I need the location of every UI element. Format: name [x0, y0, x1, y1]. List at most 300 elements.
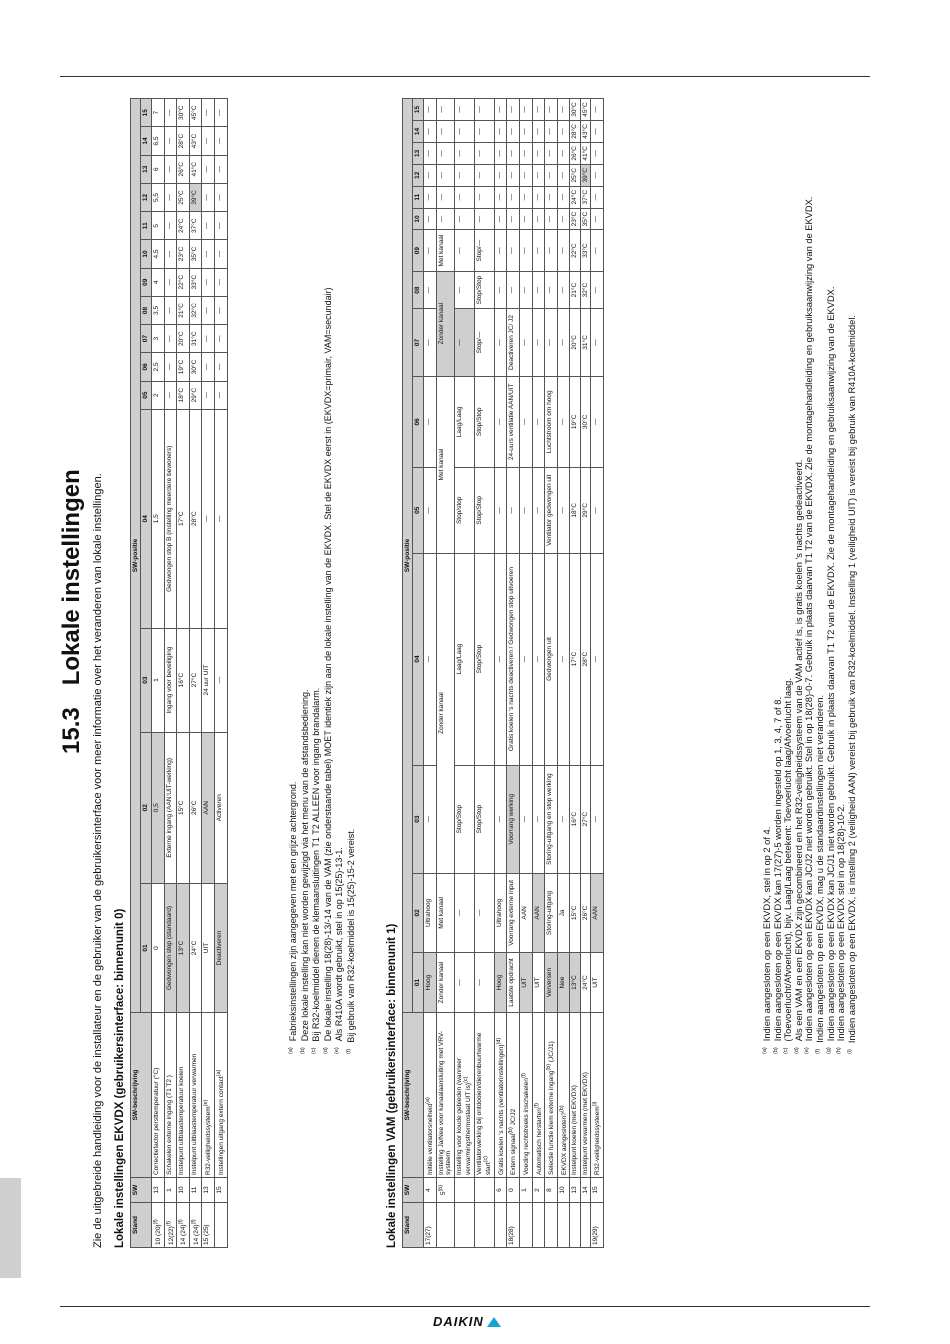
footnote-mark: (b) — [558, 1105, 565, 1113]
cell-value: — — [591, 186, 604, 208]
cell-sw: 13 — [570, 1178, 580, 1203]
footnote: $^{(f)}$Bij gebruik van R32-koelmiddel is 15(25)-15-2 vereist. — [346, 828, 356, 1054]
cell-value: — — [494, 309, 507, 376]
table-row — [423, 99, 436, 1248]
cell-value: Met kanaal — [436, 230, 454, 271]
cell-value: AAN — [202, 732, 215, 883]
cell-value: Voorrang werking — [507, 765, 520, 873]
cell-value: — — [423, 468, 436, 553]
position-header: 06 — [413, 376, 423, 468]
cell-sw: 1 — [164, 1178, 177, 1203]
cell-value: — — [494, 142, 507, 164]
cell-value: 24°C — [189, 884, 202, 1013]
position-header: 06 — [141, 353, 151, 381]
cell-stand — [545, 1203, 558, 1248]
cell-stand: 15 (25) — [202, 1203, 215, 1248]
footnote-mark: (f) — [815, 1048, 821, 1054]
position-header: 05 — [141, 381, 151, 409]
cell-value: UIT — [591, 953, 604, 1013]
cell-stand: 14 $(24)^{(f)}$ — [189, 1203, 202, 1248]
cell-value: Nee — [557, 953, 570, 1013]
cell-value: — — [215, 353, 228, 381]
cell-value: — — [519, 271, 532, 309]
cell-value: — — [557, 208, 570, 230]
cell-value: 19°C — [177, 353, 190, 381]
cell-value: — — [519, 765, 532, 873]
cell-value: 2 — [151, 381, 164, 409]
cell-value: — — [532, 99, 545, 121]
cell-value: Zonder kanaal — [436, 553, 454, 873]
col-stand: Stand — [403, 1203, 424, 1248]
cell-value: — — [545, 142, 558, 164]
footnote: $^{(c)}$(Toevoerlucht/Afvoerlucht), bijv. Laag/Laag betekent: Toevoerlucht laag/Afvoerlucht laag. — [783, 678, 794, 1054]
cell-value: — — [202, 268, 215, 296]
cell-value: Stop/Stop — [474, 376, 494, 468]
cell-value: — — [532, 553, 545, 765]
cell-value: — — [164, 381, 177, 409]
cell-value: 30°C — [580, 376, 590, 468]
cell-value: — — [454, 271, 474, 309]
cell-value: Laag/Laag — [454, 376, 474, 468]
table-row — [494, 99, 507, 1248]
cell-value: — — [215, 268, 228, 296]
cell-value: — — [532, 164, 545, 186]
cell-value: — — [454, 873, 474, 952]
cell-value: — — [215, 240, 228, 268]
cell-desc: Instelpunt koelen (met EKVDX) — [570, 1013, 580, 1178]
footnote-mark: (a) — [288, 1047, 294, 1054]
position-header: 11 — [141, 212, 151, 240]
cell-value: 32°C — [189, 296, 202, 324]
footnote-mark: (f) — [178, 1219, 185, 1225]
cell-value: Zonder kanaal — [436, 271, 454, 376]
cell-value: Laatste opdracht — [507, 953, 520, 1013]
cell-value: — — [474, 121, 494, 143]
cell-value: — — [454, 953, 474, 1013]
cell-value: Stop/Stop — [474, 271, 494, 309]
col-sw-position: SW-positie — [131, 99, 141, 1013]
cell-value: — — [591, 271, 604, 309]
cell-value: — — [202, 296, 215, 324]
cell-value: — — [591, 164, 604, 186]
cell-value: — — [557, 271, 570, 309]
cell-desc: Ventilatorwerking bij ontdooien/dierenbuurtwarme start$^{(c)}$ — [474, 1013, 494, 1178]
position-header: 13 — [141, 155, 151, 183]
cell-desc: Initiële ventilatorsnelheid$^{(a)}$ — [423, 1013, 436, 1178]
cell-value: — — [164, 240, 177, 268]
cell-value: — — [423, 121, 436, 143]
cell-value: — — [454, 309, 474, 376]
cell-stand — [580, 1203, 590, 1248]
cell-value: Ventilator gedwongen uit — [545, 468, 558, 553]
cell-value: 31°C — [189, 325, 202, 353]
cell-value: — — [545, 309, 558, 376]
cell-value: Zonder kanaal — [436, 953, 454, 1013]
cell-desc: Schakelen externe ingang (T1 T2 ) — [164, 1013, 177, 1178]
cell-value: 3,5 — [151, 296, 164, 324]
cell-value: — — [532, 208, 545, 230]
cell-value: Hoog — [494, 953, 507, 1013]
cell-value: 1,5 — [151, 409, 164, 628]
cell-value: 30°C — [177, 99, 190, 127]
cell-value: 37°C — [189, 212, 202, 240]
cell-value: — — [494, 271, 507, 309]
cell-value: — — [215, 325, 228, 353]
footnote: $^{(f)}$Indien aangesloten op een EKVDX, mag u de standaardinstellingen niet veranderen. — [815, 694, 826, 1054]
cell-value: 18°C — [177, 381, 190, 409]
col-desc: SW-beschrijving — [403, 1013, 424, 1178]
cell-value: 39°C — [580, 164, 590, 186]
cell-value: — — [591, 99, 604, 121]
position-header: 07 — [413, 309, 423, 376]
cell-value: 6,5 — [151, 127, 164, 155]
cell-value: — — [591, 121, 604, 143]
cell-value: — — [591, 142, 604, 164]
cell-value: — — [545, 164, 558, 186]
cell-value: — — [202, 381, 215, 409]
cell-value: — — [532, 309, 545, 376]
position-header: 04 — [413, 553, 423, 765]
cell-value: — — [519, 121, 532, 143]
cell-value: 45°C — [189, 99, 202, 127]
cell-value: — — [545, 271, 558, 309]
cell-value: 24 uur UIT — [202, 628, 215, 732]
cell-value: — — [507, 142, 520, 164]
cell-value: 25°C — [177, 183, 190, 211]
position-header: 10 — [413, 208, 423, 230]
cell-value: — — [423, 765, 436, 873]
cell-value: — — [519, 376, 532, 468]
cell-value: 0 — [151, 884, 164, 1013]
cell-value: 16°C — [570, 765, 580, 873]
cell-value: — — [164, 296, 177, 324]
cell-value: — — [545, 230, 558, 271]
footnote-mark: (b) — [299, 1047, 306, 1054]
cell-value: — — [202, 409, 215, 628]
cell-value: 33°C — [189, 268, 202, 296]
footnote: $^{(b)}$Indien aangesloten op een EKVDX kan 17(27)-5 worden ingesteld op 1, 3, 4, 7 of 8. — [772, 697, 783, 1054]
cell-sw: 0 — [507, 1178, 520, 1203]
cell-value: — — [215, 381, 228, 409]
position-header: 01 — [413, 953, 423, 1013]
cell-value: 13°C — [177, 884, 190, 1013]
table-row — [570, 99, 580, 1248]
section-title: 15.3Lokale instellingen — [58, 469, 85, 754]
cell-value: — — [519, 186, 532, 208]
cell-value: — — [215, 127, 228, 155]
cell-value: 6 — [151, 155, 164, 183]
cell-value: 30°C — [189, 353, 202, 381]
cell-desc: Instelpunt uitblaastemperatuur verwarmen — [189, 1013, 202, 1178]
footnote-mark: (b) — [546, 1063, 553, 1071]
cell-value: Met kanaal — [436, 873, 454, 952]
cell-sw: 5$^{(b)}$ — [436, 1178, 454, 1203]
cell-stand: 18(28) — [507, 1203, 520, 1248]
cell-value: 24°C — [580, 953, 590, 1013]
col-sw: SW — [131, 1178, 152, 1203]
cell-value: — — [519, 99, 532, 121]
cell-sw: 15 — [591, 1178, 604, 1203]
cell-value: 39°C — [189, 183, 202, 211]
cell-value: — — [557, 142, 570, 164]
cell-value: — — [494, 186, 507, 208]
cell-value: — — [202, 240, 215, 268]
footnote: $^{(e)}$Als R410A wordt gebruikt, stel in op 15(25)-13-1. — [334, 847, 345, 1054]
cell-value: 24°C — [570, 186, 580, 208]
cell-value: — — [507, 186, 520, 208]
cell-value: 26°C — [189, 732, 202, 883]
footnote-mark: (f) — [190, 1219, 197, 1225]
col-sw: SW — [403, 1178, 424, 1203]
cell-value: — — [215, 409, 228, 628]
cell-value: 26°C — [580, 873, 590, 952]
cell-value: 21°C — [570, 271, 580, 309]
cell-value: — — [454, 186, 474, 208]
position-header: 03 — [141, 628, 151, 732]
cell-value: — — [423, 230, 436, 271]
cell-value: — — [494, 208, 507, 230]
cell-value: — — [519, 230, 532, 271]
cell-value: Gedwongen stop B (instelling meerdere bewoners) — [164, 409, 177, 628]
footnote-mark: (f) — [533, 1103, 540, 1109]
cell-desc: Selectie functie klem externe ingang$^{(b)}$ (JC/J1) — [545, 1013, 558, 1178]
cell-value: Stop/Stop — [474, 765, 494, 873]
table-row — [580, 99, 590, 1248]
cell-value: — — [507, 99, 520, 121]
cell-value: Ja — [557, 873, 570, 952]
table-row — [202, 99, 215, 1248]
footnote-mark: (e) — [334, 1047, 341, 1054]
cell-value: — — [454, 164, 474, 186]
cell-value: — — [532, 376, 545, 468]
cell-value: AAN — [532, 873, 545, 952]
cell-desc: EKVDX aangesloten?$^{(b)}$ — [557, 1013, 570, 1178]
cell-value: — — [423, 553, 436, 765]
position-header: 01 — [141, 884, 151, 1013]
position-header: 12 — [413, 164, 423, 186]
cell-value: 22°C — [570, 230, 580, 271]
cell-sw — [454, 1178, 474, 1203]
footnote-mark: (d) — [322, 1047, 329, 1054]
cell-value: — — [474, 186, 494, 208]
cell-value: — — [474, 208, 494, 230]
cell-value: — — [519, 142, 532, 164]
cell-value: Hoog — [423, 953, 436, 1013]
cell-value: — — [507, 271, 520, 309]
table2-title: Lokale instellingen VAM (gebruikersinterface: binnenunit 1) — [386, 923, 398, 1248]
cell-value: 21°C — [177, 296, 190, 324]
cell-sw: 8 — [545, 1178, 558, 1203]
cell-value: 23°C — [177, 240, 190, 268]
intro-text: Zie de uitgebreide handleiding voor de installateur en de gebruiker van de gebruikersinterface voor meer informatie over het veranderen van lokale instellingen. — [92, 473, 104, 1248]
cell-value: — — [557, 309, 570, 376]
table1-title: Lokale instellingen EKVDX (gebruikersinterface: binnenunit 0) — [114, 908, 126, 1248]
cell-value: 28°C — [580, 553, 590, 765]
position-header: 10 — [141, 240, 151, 268]
cell-value: Stop/Stop — [474, 468, 494, 553]
cell-value: — — [591, 553, 604, 765]
cell-value: Laag/Laag — [454, 553, 474, 765]
cell-stand: $12(22)^{(f)}$ — [164, 1203, 177, 1248]
cell-value: — — [454, 121, 474, 143]
cell-value: — — [545, 121, 558, 143]
cell-value: — — [474, 99, 494, 121]
cell-value: 35°C — [580, 208, 590, 230]
cell-stand — [570, 1203, 580, 1248]
cell-value: 29°C — [580, 468, 590, 553]
cell-value: 2,5 — [151, 353, 164, 381]
position-header: 02 — [141, 732, 151, 883]
cell-value: — — [532, 230, 545, 271]
position-header: 04 — [141, 409, 151, 628]
cell-stand — [215, 1203, 228, 1248]
footnote-mark: (f) — [520, 1073, 527, 1079]
cell-value: — — [423, 164, 436, 186]
footnote: $^{(c)}$Bij R32-koelmiddel dienen de klemaansluitingen T1 T2 ALLEEN voor ingang brandalarm. — [311, 687, 322, 1054]
cell-desc: Automatisch herstarten$^{(f)}$ — [532, 1013, 545, 1178]
cell-stand: 10 $(20)^{(f)}$ — [151, 1203, 164, 1248]
cell-value: Storing-uitgang — [545, 873, 558, 952]
cell-value: 41°C — [189, 155, 202, 183]
table-row — [177, 99, 190, 1248]
cell-sw: 15 — [215, 1178, 228, 1203]
cell-value: Verversen — [545, 953, 558, 1013]
cell-value: 13°C — [570, 953, 580, 1013]
cell-value: 17°C — [177, 409, 190, 628]
cell-value: — — [507, 208, 520, 230]
cell-value: — — [519, 164, 532, 186]
footnote-mark: (a) — [216, 1069, 223, 1077]
cell-value: — — [591, 765, 604, 873]
cell-value: 4 — [151, 268, 164, 296]
table-row — [164, 99, 177, 1248]
cell-stand — [436, 1203, 454, 1248]
table-row — [189, 99, 202, 1248]
footnote-mark: (f) — [165, 1221, 172, 1227]
cell-value: — — [494, 376, 507, 468]
cell-value: 26°C — [570, 142, 580, 164]
cell-value: 4,5 — [151, 240, 164, 268]
cell-value: — — [164, 99, 177, 127]
cell-value: 23°C — [570, 208, 580, 230]
cell-value: 15°C — [570, 873, 580, 952]
cell-value: — — [494, 553, 507, 765]
cell-desc: Instelling Ja/Nee voor kanaalaansluiting met VRV-systeem — [436, 1013, 454, 1178]
cell-value: — — [164, 212, 177, 240]
cell-desc: Voeding rechtstreeks inschakelen$^{(f)}$ — [519, 1013, 532, 1178]
cell-value: — — [557, 186, 570, 208]
cell-sw — [474, 1178, 494, 1203]
cell-value: — — [474, 953, 494, 1013]
cell-value: Stop/stop — [454, 468, 474, 553]
cell-sw: 1 — [519, 1178, 532, 1203]
cell-value: 19°C — [570, 376, 580, 468]
col-sw-position: SW-positie — [403, 99, 413, 1013]
position-header: 15 — [141, 99, 151, 127]
cell-value: 43°C — [189, 127, 202, 155]
cell-value: 1 — [151, 628, 164, 732]
cell-value: UIT — [532, 953, 545, 1013]
cell-value: — — [436, 121, 454, 143]
cell-value: 27°C — [580, 765, 590, 873]
cell-value: — — [423, 142, 436, 164]
cell-value: 28°C — [177, 127, 190, 155]
cell-value: — — [532, 765, 545, 873]
table-row — [591, 99, 604, 1248]
cell-value: 5,5 — [151, 183, 164, 211]
cell-value: — — [532, 142, 545, 164]
cell-value: — — [507, 164, 520, 186]
cell-value: Stop/— — [474, 309, 494, 376]
cell-value: — — [202, 155, 215, 183]
table-ekvdx-settings — [130, 98, 228, 1248]
cell-value: — — [557, 99, 570, 121]
cell-value: Ultrahoog — [423, 873, 436, 952]
position-header: 08 — [413, 271, 423, 309]
cell-stand — [474, 1203, 494, 1248]
cell-value: — — [545, 208, 558, 230]
cell-value: 29°C — [189, 381, 202, 409]
cell-value: — — [557, 553, 570, 765]
cell-value: — — [164, 353, 177, 381]
cell-stand: 19(29) — [591, 1203, 604, 1248]
cell-value: Storing-uitgang en stop werking — [545, 765, 558, 873]
cell-value: — — [557, 765, 570, 873]
cell-value: — — [423, 99, 436, 121]
col-desc: SW-beschrijving — [131, 1013, 152, 1178]
cell-value: 7 — [151, 99, 164, 127]
cell-value: 28°C — [570, 121, 580, 143]
cell-value: 0,5 — [151, 732, 164, 883]
footnote-mark: (f) — [346, 1048, 352, 1054]
cell-desc: Instelpunt verwarmen (met EKVDX) — [580, 1013, 590, 1178]
cell-value: 30°C — [570, 99, 580, 121]
footnote: $^{(d)}$De lokale instelling 18(28)-13/-14 van de VAM (zie onderstaande tabel) MOET identiek zijn aan de lokale instelling van de EKVDX. Stel de EKVDX eerst in (EKVDX=primair, VAM=secundair) — [322, 287, 333, 1054]
cell-value: — — [494, 468, 507, 553]
position-header: 09 — [413, 230, 423, 271]
cell-stand: 17(27) — [423, 1203, 436, 1248]
cell-value: Gedwongen uit — [545, 553, 558, 765]
cell-value: — — [591, 468, 604, 553]
cell-value: — — [591, 309, 604, 376]
position-header: 08 — [141, 296, 151, 324]
cell-value: Externe ingang (AAN:UIT-werking) — [164, 732, 177, 883]
table-row — [532, 99, 545, 1248]
cell-sw: 10 — [177, 1178, 190, 1203]
cell-value: — — [215, 99, 228, 127]
cell-value: — — [202, 127, 215, 155]
cell-value: Ultrahoog — [494, 873, 507, 952]
cell-value: — — [557, 230, 570, 271]
cell-value: — — [494, 230, 507, 271]
table-row — [454, 99, 474, 1248]
cell-value: — — [507, 468, 520, 553]
footnote-mark: (e) — [203, 1099, 210, 1107]
table-row — [474, 99, 494, 1248]
cell-value: 28°C — [189, 409, 202, 628]
cell-desc: Instelling voor koude gebieden (wanneer verwarmingsthermostaat UIT is)$^{(c)}$ — [454, 1013, 474, 1178]
cell-value: Deactiveren — [215, 884, 228, 1013]
cell-value: — — [519, 468, 532, 553]
footnote-mark: (g) — [825, 1047, 832, 1054]
footnote-mark: (d) — [495, 1037, 502, 1045]
cell-value: 35°C — [189, 240, 202, 268]
cell-value: — — [494, 99, 507, 121]
cell-value: — — [215, 183, 228, 211]
cell-value: — — [591, 208, 604, 230]
footnote: $^{(d)}$Als een VAM en een EKVDX zijn gecombineerd en het R32-veiligheidssysteem van de VAM actief is, is gratis koelen 's nachts gedeactiveerd. — [793, 459, 804, 1054]
position-header: 14 — [141, 127, 151, 155]
